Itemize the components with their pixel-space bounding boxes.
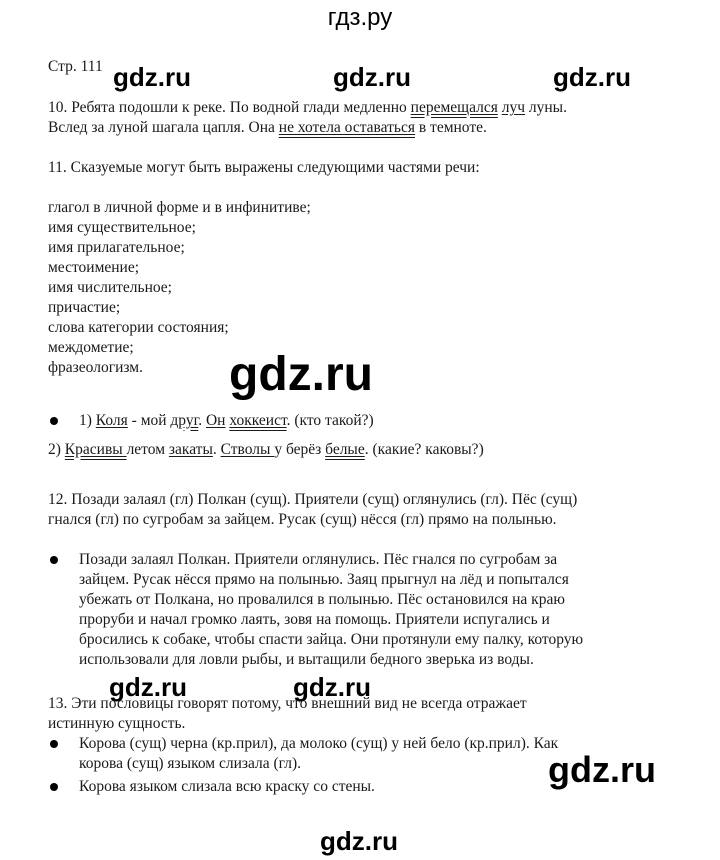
subject: закаты xyxy=(168,441,213,458)
watermark: gdz.ru xyxy=(229,348,373,401)
task12-line1: 12. Позади залаял (гл) Полкан (сущ). Приятели (сущ) оглянулись (гл). Пёс (сущ) xyxy=(48,491,578,508)
list-item: глагол в личной форме и в инфинитиве; xyxy=(48,199,311,216)
site-title: гдз.ру xyxy=(327,4,393,31)
watermark: gdz.ru xyxy=(109,672,187,702)
task13-line2: истинную сущность. xyxy=(48,715,186,732)
list-item: причастие; xyxy=(48,299,121,316)
story-paragraph: Позади залаял Полкан. Приятели оглянулись. Пёс гнался по сугробам за зайцем. Русак нёсся прямо на полынью. Заяц прыгнул на лёд и попытался убежать от Полкана, но провалился в полынью. Пёс остановился на краю проруби и начал громко лаять, зовя на помощь. Приятели испугались и бросились к собаке, чтобы спасти зайца. Они протянули ему палку, которую использовали для ловли рыбы, и вытащили бедного зверька из воды. xyxy=(79,551,584,668)
proverb-2: Корова языком слизала всю краску со стены. xyxy=(79,778,375,795)
subject: Он xyxy=(205,412,226,429)
list-item: имя числительное; xyxy=(48,279,172,296)
task12-line2: гнался (гл) по сугробам за зайцем. Русак (сущ) нёсся (гл) прямо на полынью. xyxy=(48,511,557,528)
watermark: gdz.ru xyxy=(333,62,411,92)
watermark: gdz.ru xyxy=(320,826,398,856)
task13-line1: 13. Эти пословицы говорят потому, что внешний вид не всегда отражает xyxy=(48,695,527,712)
predicate: Красивы xyxy=(64,441,127,458)
example-2: 2) Красивы летом закаты. Стволы у берёз белые. (какие? каковы?) xyxy=(48,441,484,458)
page-label: Стр. 111 xyxy=(48,58,103,75)
list-item: фразеологизм. xyxy=(48,359,143,376)
list-item: слова категории состояния; xyxy=(48,319,229,336)
list-item: местоимение; xyxy=(48,259,140,276)
predicate: хоккеист xyxy=(229,412,287,429)
bullet-icon xyxy=(50,783,58,791)
list-item: имя прилагательное; xyxy=(48,239,185,256)
bullet-icon xyxy=(50,556,58,564)
subject: луч xyxy=(501,99,525,116)
watermark: gdz.ru xyxy=(553,62,631,92)
predicate: не хотела оставаться xyxy=(278,119,415,136)
task10-line2: Вслед за луной шагала цапля. Она не хотела оставаться в темноте. xyxy=(48,119,487,136)
example-1: 1) Коля - мой друг. Он хоккеист. (кто такой?) xyxy=(79,412,374,429)
list-item: имя существительное; xyxy=(48,219,196,236)
subject: Стволы xyxy=(220,441,275,458)
predicate: друг xyxy=(170,412,199,429)
watermark: gdz.ru xyxy=(113,62,191,92)
predicate: белые xyxy=(325,441,365,458)
proverb-1: Корова (сущ) черна (кр.прил), да молоко (сущ) у ней бело (кр.прил). Как корова (сущ) языком слизала (гл). xyxy=(79,735,559,772)
watermark: gdz.ru xyxy=(548,749,656,790)
bullet-icon xyxy=(50,417,58,425)
subject: Коля xyxy=(95,412,128,429)
list-item: междометие; xyxy=(48,339,134,356)
predicate: перемещался xyxy=(410,99,498,116)
task10-line1: 10. Ребята подошли к реке. По водной глади медленно перемещался луч луны. xyxy=(48,99,567,116)
watermark: gdz.ru xyxy=(293,672,371,702)
bullet-icon xyxy=(50,740,58,748)
task11-intro: 11. Сказуемые могут быть выражены следующими частями речи: xyxy=(48,159,480,176)
